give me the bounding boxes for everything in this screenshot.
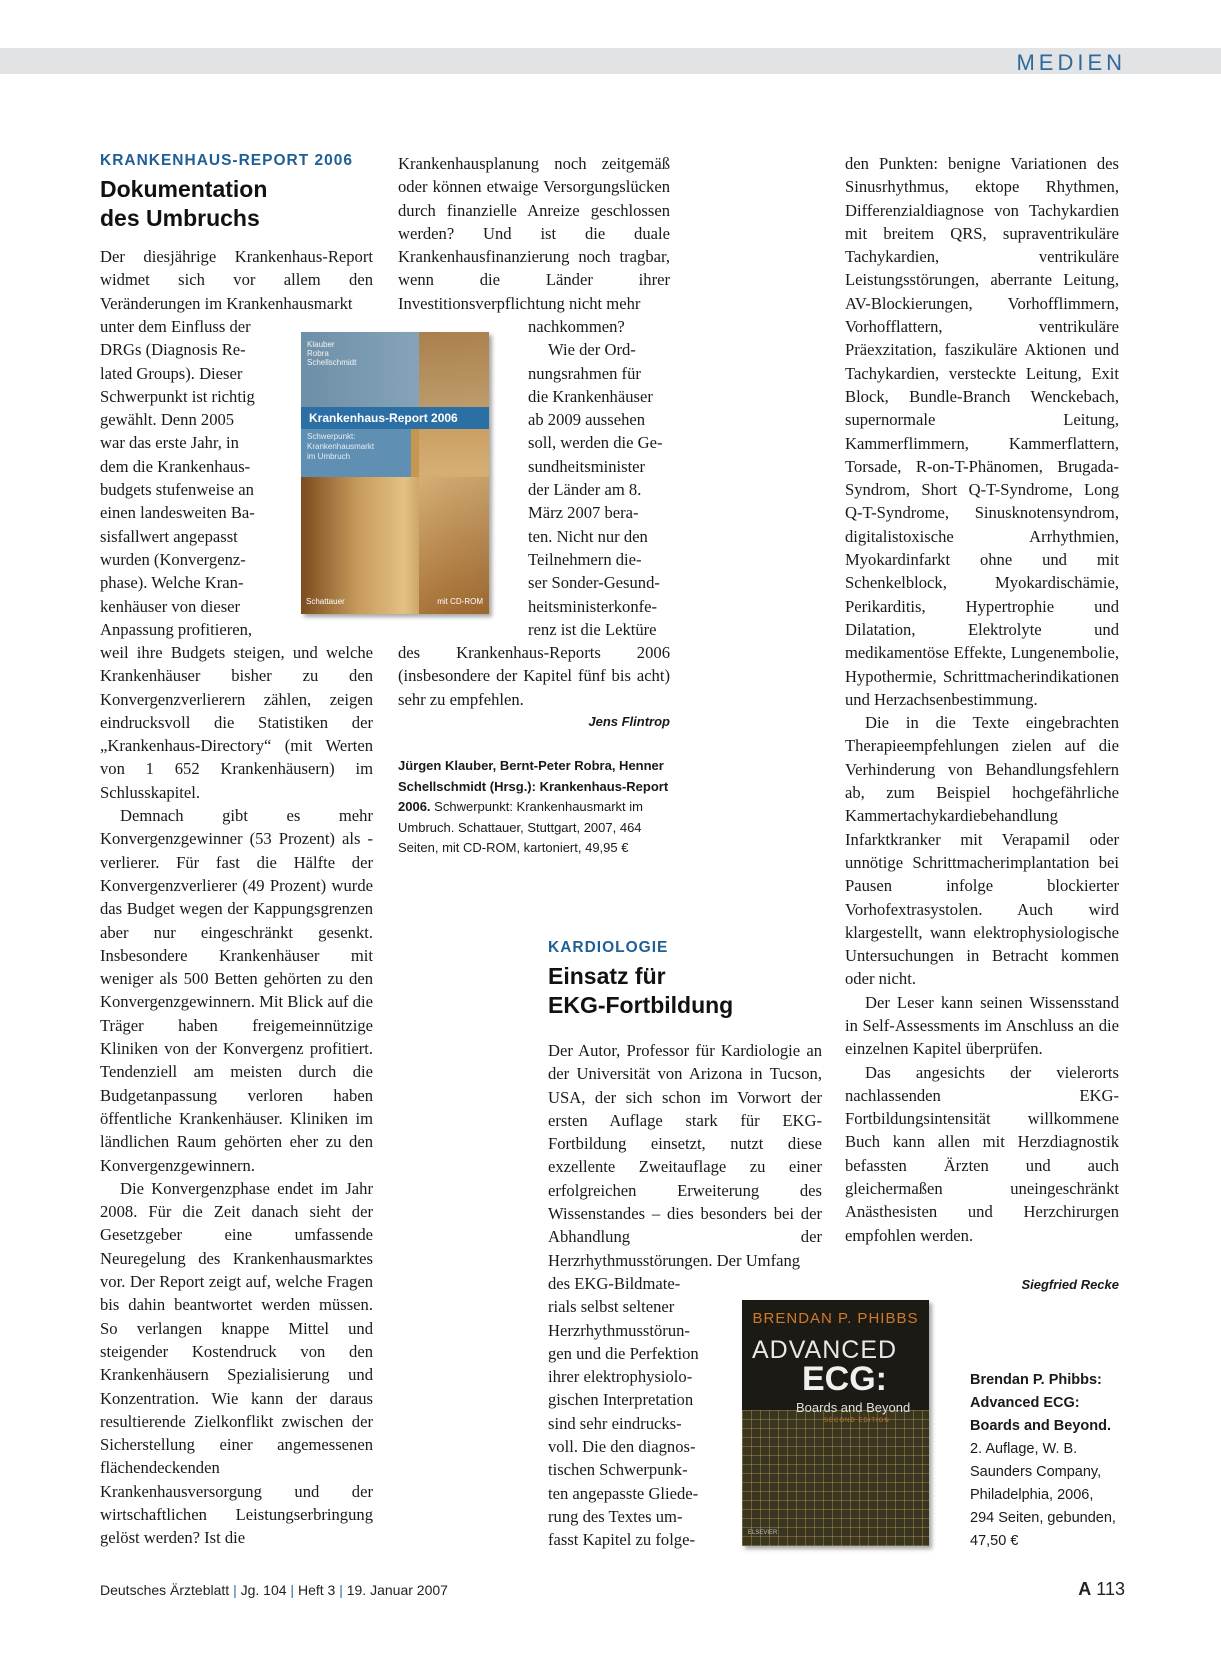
cover-editor: Klauber (307, 340, 335, 349)
article1-headline-line1: Dokumentation (100, 176, 268, 202)
cover-editor-names (307, 340, 356, 367)
cover-ecg-grid (742, 1410, 929, 1546)
article1-col1-top (100, 245, 373, 315)
article1-paragraph: Die Konvergenzphase endet im Jahr 2008. Für die Zeit danach sieht der Gesetzgeber eine umfassende Neuregelung des Krankenhausmarktes vor. Der Report zeigt auf, welche Fragen bis dahin beantwortet werden müssen. So verlangen knappe Mittel und steigender Kostendruck von den Krankenhäusern Spezialisierung und Konzentration. Wie kann der daraus resultierende Zielkonflikt zwischen der Sicherstellung einer angemessenen flächendeckenden Krankenhausversorgung und der wirtschaftlichen Leistungserbringung gelöst werden? Ist die (100, 1178, 373, 1548)
article1-col1-wrap (100, 315, 276, 641)
article1-col1-bottom (100, 641, 373, 1550)
article2-paragraph: Das angesichts der vielerorts nachlassenden EKG-Fortbildungsintensität willkommene Buch kann allen mit Herzdiagnostik befassten Ärzten und auch gleichermaßen uneingeschränkt Anästhesisten und Herzchirurgen empfohlen werden. (845, 1062, 1119, 1245)
cover-publisher-logo: ELSEVIER (748, 1530, 778, 1536)
page-prefix: A (1078, 1579, 1092, 1599)
biblio-title-line: Boards and Beyond. (970, 1418, 1111, 1434)
footer-separator: | (233, 1582, 237, 1598)
article1-paragraph: Krankenhausplanung noch zeitgemäß oder können etwaige Versorgungslücken durch finanzielle Anreize geschlossen werden? Und ist die duale Krankenhausfinanzierung noch tragbar, wenn die Länder ihrer Investitionsverpflichtung nicht mehr (398, 154, 670, 313)
article1-paragraph: weil ihre Budgets steigen, und welche Krankenhäuser bisher zu den Konvergenzverlierern zählen, zeigen eindrucksvoll die Statistiken der „Krankenhaus-Directory“ (mit Werten von 1 652 Krankenhäusern) im Schlusskapitel. (100, 643, 373, 802)
text-line: März 2007 bera- (528, 503, 639, 523)
text-line: wurden (Konvergenz- (100, 549, 246, 569)
text-line: die Krankenhäuser (528, 386, 653, 406)
biblio-title: Jürgen Klauber, Bernt-Peter Robra, Henner Schellschmidt (Hrsg.): Krankenhaus-Report 2006. (398, 758, 669, 814)
cover-author: BRENDAN P. PHIBBS (752, 1310, 919, 1327)
article1-bibliography (398, 756, 674, 859)
text-line: Schwerpunkt ist richtig (100, 386, 255, 406)
article1-author: Jens Flintrop (588, 714, 670, 729)
article1-kicker: KRANKENHAUS-REPORT 2006 (100, 152, 353, 169)
text-line: fasst Kapitel zu folge- (548, 1530, 695, 1550)
article1-paragraph: Demnach gibt es mehr Konvergenzgewinner (53 Prozent) als -verlierer. Für fast die Hälfte der Konvergenzverlierer (49 Prozent) wurde das Budget wegen der Kappungsgrenzen aber nur eingeschränkt gesenkt. Insbesondere Krankenhäuser mit weniger als 500 Betten gehörten zu den Konvergenzgewinnern. Mit Blick auf die Träger haben freigemeinnützige Kliniken von der Konvergenz profitiert. Tendenziell am meisten durch die Budgetanpassung verloren haben öffentliche Krankenhäuser. Kliniken im ländlichen Raum gehörten eher zu den Konvergenzgewinnern. (100, 806, 373, 1175)
cover-subtitle-line: Krankenhausmarkt (307, 442, 375, 451)
text-line: ten angepasste Gliede- (548, 1483, 699, 1503)
text-line: DRGs (Diagnosis Re- (100, 340, 246, 360)
biblio-details-line: Saunders Company, (970, 1464, 1102, 1480)
cover-editor: Robra (307, 349, 329, 358)
text-line: nachkommen? (528, 317, 625, 336)
text-line: ten. Nicht nur den (528, 526, 648, 546)
article2-headline-line1: Einsatz für (548, 963, 666, 989)
text-line: Wie der Ord- (548, 340, 636, 360)
article1-paragraph: des Krankenhaus-Reports 2006 (insbesondere der Kapitel fünf bis acht) sehr zu empfehlen. (398, 643, 670, 709)
text-line: gewählt. Denn 2005 (100, 410, 235, 430)
cover-subtitle-line: Schwerpunkt: (307, 432, 356, 441)
biblio-title-line: Brendan P. Phibbs: (970, 1372, 1102, 1388)
cover-subtitle (307, 432, 374, 462)
article1-col2-top (398, 152, 670, 315)
cover-title-line1: ADVANCED (752, 1336, 898, 1364)
text-line: lated Groups). Dieser (100, 363, 243, 383)
article2-paragraph: Der Autor, Professor für Kardiologie an der Universität von Arizona in Tucson, USA, der sich schon im Vorwort der ersten Auflage stark für EKG-Fortbildung einsetzt, nutzt diese exzellente Zweitauflage zu einer erfolgreichen Erweiterung des Wissenstandes – dies besonders bei der Abhandlung der Herzrhythmusstörungen. Der Umfang (548, 1041, 822, 1270)
text-line: Anpassung profitieren, (100, 619, 253, 639)
text-line: der Länder am 8. (528, 480, 642, 500)
biblio-details-line: Philadelphia, 2006, (970, 1487, 1094, 1503)
cover-cdrom-label: mit CD-ROM (437, 597, 483, 606)
biblio-details-line: 294 Seiten, gebunden, (970, 1510, 1116, 1526)
text-line: tischen Schwerpunk- (548, 1460, 688, 1480)
biblio-details-line: 47,50 € (970, 1533, 1019, 1549)
text-line: renz ist die Lektüre (528, 619, 657, 639)
article2-bibliography (970, 1369, 1130, 1553)
article1-headline (100, 175, 267, 233)
text-line: budgets stufenweise an (100, 480, 254, 500)
text-line: unter dem Einfluss der (100, 317, 251, 336)
article2-author: Siegfried Recke (1021, 1277, 1119, 1292)
footer-separator: | (290, 1582, 295, 1598)
article2-paragraph: den Punkten: benigne Variationen des Sinusrhythmus, ektope Rhythmen, Differenzialdiagnose von Tachykardien mit breitem QRS, supraventrikuläre Tachykardien, ventrikuläre Leistungsstörungen, aberrante Leitung, AV-Blockierungen, Vorhofflimmern, Vorhofflattern, ventrikuläre Präexzitation, faszikuläre Aktionen und Tachykardien, versteckte Leitung, Exit Block, Bundle-Branch Wenckebach, supernormale Leitung, Kammerflimmern, Kammerflattern, Torsade, R-on-T-Phänomen, Brugada-Syndrom, Short Q-T-Syndrome, Long Q-T-Syndrome, Sinusknotensyndrom, digitalistoxische Arrhythmien, Myokardinfarkt ohne und mit Schenkelblock, Myokardischämie, Perikarditis, Hypertrophie und Dilatation, Elektrolyte und medikamentöse Effekte, Lungenembolie, Hypothermie, Schrittmacherindikationen und Herzachsenbestimmung. (845, 154, 1119, 709)
cover-publisher: Schattauer (306, 597, 345, 606)
article1-col2-bottom (398, 641, 670, 711)
text-line: soll, werden die Ge- (528, 433, 663, 453)
text-line: gischen Interpretation (548, 1390, 694, 1410)
cover-title: Krankenhaus-Report 2006 (309, 411, 458, 425)
book-cover-advanced-ecg (742, 1300, 929, 1546)
text-line: ab 2009 aussehen (528, 410, 646, 430)
article1-col2-wrap (528, 315, 670, 641)
cover-subtitle: Boards and Beyond (796, 1400, 911, 1415)
footer-date: 19. Januar 2007 (346, 1582, 448, 1598)
text-line: Herzrhythmusstörun- (548, 1320, 690, 1340)
text-line: heitsministerkonfe- (528, 596, 658, 616)
cover-title-line2: ECG: (802, 1360, 887, 1398)
biblio-title-line: Advanced ECG: (970, 1395, 1080, 1411)
text-line: dem die Krankenhaus- (100, 456, 251, 476)
footer-issue: Heft 3 (297, 1582, 336, 1598)
text-line: nungsrahmen für (528, 363, 641, 383)
footer-citation (100, 1582, 448, 1598)
article2-headline (548, 962, 733, 1020)
article2-col3-top (548, 1039, 822, 1272)
biblio-details: Schwerpunkt: Krankenhausmarkt im Umbruch. Schattauer, Stuttgart, 2007, 464 Seiten, mit CD-ROM, kartoniert, 49,95 € (398, 799, 643, 855)
text-line: einen landesweiten Ba- (100, 503, 255, 523)
footer-volume: Jg. 104 (240, 1582, 287, 1598)
cover-subtitle-line: im Umbruch (307, 452, 351, 461)
text-line: rung des Textes um- (548, 1506, 683, 1526)
text-line: sisfallwert angepasst (100, 526, 238, 546)
biblio-details-line: 2. Auflage, W. B. (970, 1441, 1078, 1457)
cover-edition: SECOND EDITION (824, 1418, 890, 1424)
cover-editor: Schellschmidt (307, 358, 357, 367)
text-line: sundheitsminister (528, 456, 646, 476)
article2-kicker: KARDIOLOGIE (548, 939, 669, 956)
section-label: MEDIEN (1016, 50, 1126, 75)
article2-paragraph: Die in die Texte eingebrachten Therapieempfehlungen zielen auf die Verhinderung von Behandlungsfehlern ab, zum Beispiel hochgefährliche Kammertachykardiebehandlung Infarktkranker mit Verapamil oder unnötige Schrittmacherimplantation bei Pausen infolge blockierter Vorhofextrasystolen. Auch wird klargestellt, wann elektrophysiologische Untersuchungen in Betracht kommen oder nicht. (845, 713, 1119, 989)
cover-photo-band (419, 332, 489, 614)
article2-headline-line2: EKG-Fortbildung (548, 992, 734, 1018)
page-number: 113 (1096, 1579, 1125, 1599)
text-line: des EKG-Bildmate- (548, 1274, 681, 1293)
text-line: gen und die Perfektion (548, 1343, 699, 1363)
footer-separator: | (339, 1582, 343, 1598)
text-line: Teilnehmern die- (528, 549, 642, 569)
text-line: rials selbst seltener (548, 1297, 675, 1317)
footer-journal: Deutsches Ärzteblatt (100, 1582, 230, 1598)
article1-paragraph: Der diesjährige Krankenhaus-Report widmet sich vor allem den Veränderungen im Krankenhausmarkt (100, 247, 373, 313)
article2-col3-wrap (548, 1272, 718, 1552)
text-line: ser Sonder-Gesund- (528, 573, 660, 593)
article1-headline-line2: des Umbruchs (100, 205, 260, 231)
article2-paragraph: Der Leser kann seinen Wissensstand in Self-Assessments im Anschluss an die einzelnen Kapitel überprüfen. (845, 992, 1119, 1059)
text-line: phase). Welche Kran- (100, 573, 244, 593)
text-line: war das erste Jahr, in (100, 433, 239, 453)
footer-page-number (1078, 1579, 1125, 1600)
text-line: kenhäuser von dieser (100, 596, 241, 616)
book-cover-krankenhaus-report (301, 332, 489, 614)
text-line: sind sehr eindrucks- (548, 1413, 682, 1433)
text-line: voll. Die den diagnos- (548, 1437, 696, 1457)
article2-col4 (845, 152, 1119, 1247)
text-line: ihrer elektrophysiolo- (548, 1367, 693, 1387)
